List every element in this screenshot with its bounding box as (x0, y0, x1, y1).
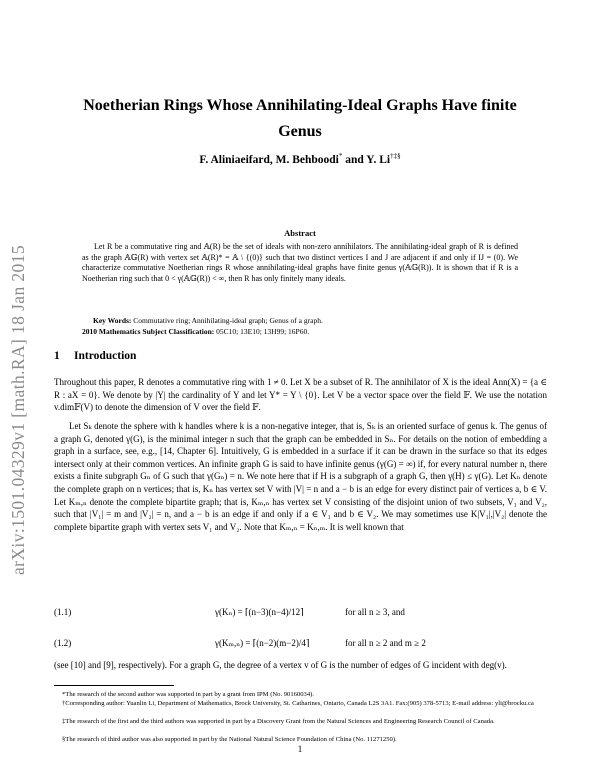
equation-1: γ(Kₙ) = ⌈(n−3)(n−4)/12⌉ (215, 607, 304, 617)
keywords-text: Commutative ring; Annihilating-ideal graph; Genus of a graph. (131, 316, 323, 325)
footnote-3: ‡The research of the first and the third authors was supported in part by a Discovery Grant from the Natural Sciences and Engineering Research Council of Canada. (62, 718, 495, 725)
keywords (93, 316, 518, 325)
paper-title: Noetherian Rings Whose Annihilating-Ideal Graphs Have finite Genus (83, 97, 517, 140)
author-behboodi-mark: * (338, 152, 343, 160)
footnote-2: †Corresponding author: Yuanlin Li, Department of Mathematics, Brock University, St. Catharines, Ontario, Canada L2S 3A1. Fax:(905) 378-5713; E-mail address: yli@brocku.ca (62, 700, 534, 707)
equation-1-label: (1.1) (54, 607, 72, 617)
arxiv-stamp: arXiv:1501.04329v1 [math.RA] 18 Jan 2015 (8, 245, 28, 575)
page-number: 1 (297, 744, 303, 754)
footnote-rule (54, 685, 174, 686)
equation-2-condition: for all n ≥ 2 and m ≥ 2 (345, 638, 426, 648)
author-aliniaeifard: F. Aliniaeifard, (199, 153, 273, 166)
equation-1-condition: for all n ≥ 3, and (345, 607, 405, 617)
keywords-label: Key Words: (93, 316, 132, 325)
abstract-body (82, 242, 518, 284)
section-number: 1 (54, 350, 60, 362)
intro-paragraph-2: Let Sₖ denote the sphere with k handles where k is a non-negative integer, that is, Sₖ is an oriented surface of genus k. The genus of a graph G, denoted γ(G), is the minimal integer n such that the graph can be embedded in Sₙ. For details on the notion of embedding a graph in a surface, see, e.g., [14, Chapter 6]. Intuitively, G is embedded in a surface if it can be drawn in the surface so that its edges intersect only at their common vertices. An infinite graph G is said to have infinite genus (γ(G) = ∞) if, for every natural number n, there exists a finite subgraph Gₙ of G such that γ(Gₙ) = n. We note here that if H is a subgraph of a graph G, then γ(H) ≤ γ(G). Let Kₙ denote the complete graph on n vertices; that is, Kₙ has vertex set V with |V| = n and a − b is an edge for every distinct pair of vertices a, b ∈ V. Let Kₘ,ₙ denote the complete bipartite graph; that is, Kₘ,ₙ has vertex set V consisting of the disjoint union of two subsets, V₁ and V₂, such that |V₁| = m and |V₂| = n, and a − b is an edge if and only if a ∈ V₁ and b ∈ V₂. We may sometimes use K|V₁|,|V₂| denote the complete bipartite graph with vertex sets V₁ and V₂. Note that Kₘ,ₙ = Kₙ,ₘ. It is well known that (54, 421, 547, 532)
msc-text: 05C10; 13E10; 13H99; 16P60. (214, 327, 310, 336)
msc-label: 2010 Mathematics Subject Classification: (82, 327, 215, 336)
abstract-text: Let R be a commutative ring and 𝔸(R) be the set of ideals with non-zero annihilators. The annihilating-ideal graph of R is defined as the graph 𝔸𝔾(R) with vertex set 𝔸(R)* = 𝔸 \ {(0)} such that two distinct vertices I and J are adjacent if and only if IJ = (0). We characterize commutative Noetherian rings R whose annihilating-ideal graphs have finite genus γ(𝔸𝔾(R)). It is shown that if R is a Noetherian ring such that 0 < γ(𝔸𝔾(R)) < ∞, then R has only finitely many ideals. (82, 242, 518, 283)
footnote-4: §The research of third author was also supported in part by the National Natural Science Foundation of China (No. 11271250). (62, 736, 397, 743)
author-li: Y. Li (366, 153, 391, 166)
section-heading (54, 350, 136, 362)
msc-classification (82, 327, 518, 336)
intro-paragraph-1: Throughout this paper, R denotes a commutative ring with 1 ≠ 0. Let X be a subset of R. The annihilator of X is the ideal Ann(X) = {a ∈ R : aX = 0}. We denote by |Y| the cardinality of Y and let Y* = Y \ {0}. Let V be a vector space over the field 𝔽. We use the notation v.dim𝔽(V) to denote the dimension of V over the field 𝔽. (54, 377, 547, 413)
equation-2: γ(Kₘ,ₙ) = ⌈(n−2)(m−2)/4⌉ (215, 638, 310, 648)
intro-paragraph-3: (see [10] and [9], respectively). For a graph G, the degree of a vertex v of G is the number of edges of G incident with deg(v). (54, 660, 507, 670)
author-li-mark: †‡§ (390, 152, 401, 160)
equation-2-label: (1.2) (54, 638, 72, 648)
abstract-heading: Abstract (284, 228, 316, 238)
author-conjunction: and (342, 153, 367, 166)
footnote-1: *The research of the second author was supported in part by a grant from IPM (No. 90160034). (62, 691, 314, 698)
author-behboodi: M. Behboodi (275, 153, 339, 166)
section-title: Introduction (74, 350, 137, 362)
author-list (60, 152, 540, 166)
